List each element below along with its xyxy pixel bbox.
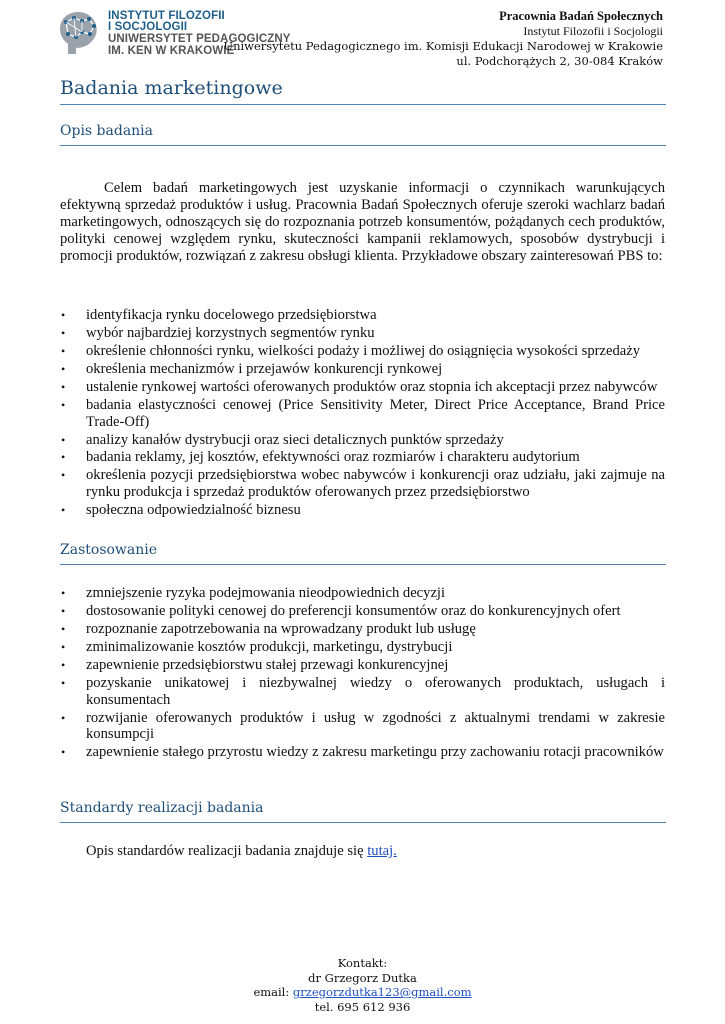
list-item-text: wybór najbardziej korzystnych segmentów rynku [86, 324, 375, 341]
list-item [60, 343, 665, 360]
section-rule-standards [60, 822, 666, 823]
bullet-icon: • [61, 397, 66, 412]
bullet-icon: • [61, 675, 66, 690]
section-rule-application [60, 564, 666, 565]
org-name: Pracownia Badań Społecznych [499, 9, 663, 23]
application-list [60, 585, 665, 762]
list-item-text: rozwijanie oferowanych produktów i usług w zgodności z aktualnymi trendami w zakresie konsumpcji [86, 709, 665, 743]
list-item-text: ustalenie rynkowej wartości oferowanych produktów oraz stopnia ich akceptacji przez nabywców [86, 378, 658, 395]
standards-text [86, 843, 397, 860]
list-item-text: badania reklamy, jej kosztów, efektywności oraz rozmiarów i charakteru audytorium [86, 449, 580, 466]
list-item [60, 379, 665, 396]
section-rule-description [60, 145, 666, 146]
list-item-text: identyfikacja rynku docelowego przedsiębiorstwa [86, 307, 377, 323]
list-item-text: pozyskanie unikatowej i niezbywalnej wiedzy o oferowanych produktach, usługach i konsumentach [86, 674, 665, 708]
contact-email-line [0, 985, 725, 1000]
bullet-icon: • [61, 621, 66, 636]
list-item [60, 603, 665, 620]
list-item-text: określenia mechanizmów i przejawów konkurencji rynkowej [86, 360, 443, 377]
list-item [60, 621, 665, 638]
bullet-icon: • [61, 450, 66, 465]
bullet-icon: • [61, 710, 66, 725]
list-item-text: zmniejszenie ryzyka podejmowania nieodpowiednich decyzji [86, 585, 446, 601]
page-header [0, 0, 725, 72]
email-link[interactable]: grzegorzdutka123@gmail.com [292, 985, 472, 1000]
bullet-icon: • [61, 361, 66, 376]
list-item [60, 449, 665, 466]
list-item [60, 639, 665, 656]
contact-phone: tel. 695 612 936 [314, 999, 411, 1014]
bullet-icon: • [61, 325, 66, 340]
bullet-icon: • [61, 432, 66, 447]
brain-logo-icon [56, 8, 102, 58]
bullet-icon: • [61, 639, 66, 654]
university-name: Uniwersytetu Pedagogicznego im. Komisji Edukacji Narodowej w Krakowie [223, 39, 663, 53]
list-item [60, 307, 665, 324]
contact-label: Kontakt: [337, 956, 388, 970]
email-label: email: [253, 985, 290, 1000]
bullet-icon: • [61, 745, 66, 760]
logo-line-1: INSTYTUT FILOZOFII [108, 10, 225, 22]
logo-line-2: I SOCJOLOGII [108, 21, 188, 33]
list-item [60, 467, 665, 500]
interest-areas-list [60, 307, 665, 520]
logo-line-4: IM. KEN W KRAKOWIE [108, 45, 235, 57]
title-rule [60, 104, 666, 105]
list-item-text: rozpoznanie zapotrzebowania na wprowadzany produkt lub usługę [86, 620, 476, 637]
institute-name: Instytut Filozofii i Socjologii [523, 24, 663, 38]
contact-name: dr Grzegorz Dutka [308, 970, 417, 985]
list-item-text: zapewnienie stałego przyrostu wiedzy z zakresu marketingu przy zachowaniu rotacji pracowników [86, 744, 664, 761]
logo-line-3: UNIWERSYTET PEDAGOGICZNY [108, 33, 291, 45]
list-item [60, 657, 665, 674]
bullet-icon: • [61, 586, 66, 600]
list-item [60, 325, 665, 342]
list-item [60, 397, 665, 430]
list-item [60, 502, 665, 519]
section-heading-description: Opis badania [60, 123, 154, 139]
bullet-icon: • [61, 603, 66, 618]
bullet-icon: • [61, 379, 66, 394]
list-item [60, 432, 665, 449]
list-item [60, 710, 665, 743]
bullet-icon: • [61, 503, 66, 518]
header-address-block [223, 9, 663, 69]
address: ul. Podchorążych 2, 30-084 Kraków [456, 54, 663, 68]
page-title: Badania marketingowe [60, 77, 283, 99]
section-heading-standards: Standardy realizacji badania [60, 800, 264, 816]
list-item-text: dostosowanie polityki cenowej do preferencji konsumentów oraz do konkurencyjnych ofert [86, 602, 621, 619]
section-heading-application: Zastosowanie [60, 542, 158, 558]
list-item-text: badania elastyczności cenowej (Price Sensitivity Meter, Direct Price Acceptance, Brand Price Trade-Off) [86, 396, 665, 430]
list-item-text: zapewnienie przedsiębiorstwu stałej przewagi konkurencyjnej [86, 656, 449, 673]
list-item [60, 585, 665, 602]
bullet-icon: • [61, 308, 66, 322]
standards-description: Opis standardów realizacji badania znajduje się [86, 843, 364, 859]
list-item-text: analizy kanałów dystrybucji oraz sieci detalicznych punktów sprzedaży [86, 431, 504, 448]
bullet-icon: • [61, 657, 66, 672]
list-item-text: społeczna odpowiedzialność biznesu [86, 502, 301, 519]
list-item-text: zminimalizowanie kosztów produkcji, marketingu, dystrybucji [86, 638, 453, 655]
list-item [60, 361, 665, 378]
list-item-text: określenie chłonności rynku, wielkości podaży i możliwej do osiągnięcia wysokości sprzedaży [86, 342, 641, 359]
list-item-text: określenia pozycji przedsiębiorstwa wobec nabywców i konkurencji oraz udziału, jaki zajmuje na rynku produkcja i sprzedaż produktów oferowanych przez przedsiębiorstwo [86, 467, 665, 501]
description-paragraph: Celem badań marketingowych jest uzyskanie informacji o czynnikach warunkujących efektywną sprzedaż produktów i usług. Pracownia Badań Społecznych oferuje szeroki wachlarz badań marketingowych, odnoszących się do rozpoznania potrzeb konsumentów, pożądanych cech produktów, polityki cenowej względem rynku, skuteczności kampanii reklamowych, sposobów dystrybucji i promocji produktów, rozwiązań z zakresu obsługi klienta. Przykładowe obszary zainteresowań PBS to: [60, 180, 665, 264]
bullet-icon: • [61, 343, 66, 358]
list-item [60, 744, 665, 761]
standards-link[interactable]: tutaj. [367, 843, 397, 859]
page-footer [0, 956, 725, 1014]
bullet-icon: • [61, 468, 66, 483]
list-item [60, 675, 665, 708]
